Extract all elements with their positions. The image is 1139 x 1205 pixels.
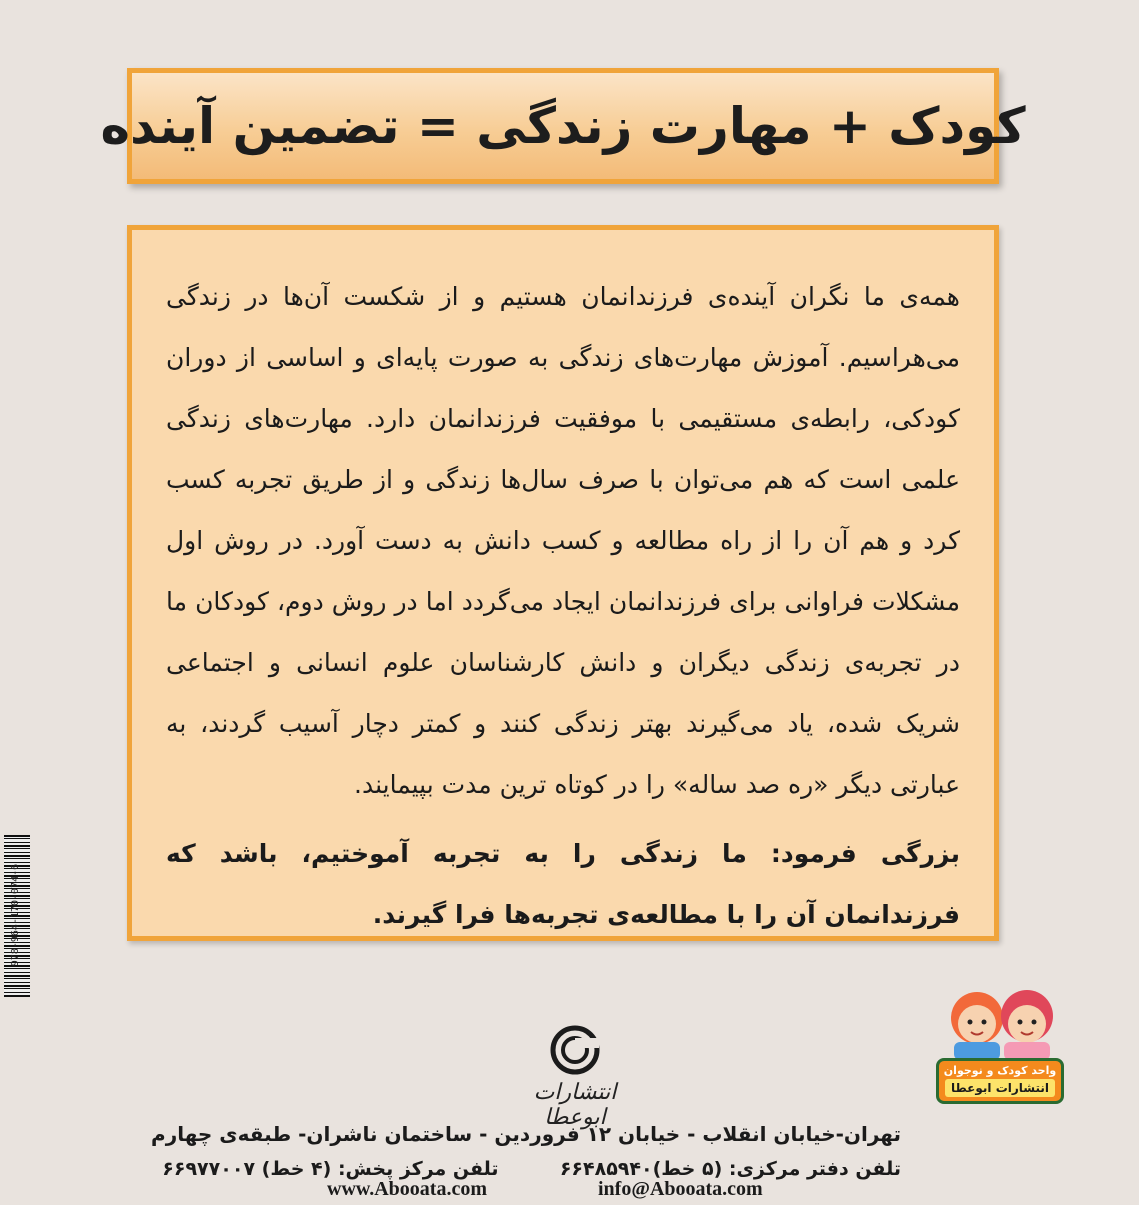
dist-phone-label: تلفن مرکز پخش: xyxy=(337,1158,499,1180)
office-phone-number: ۶۶۴۸۵۹۴۰ xyxy=(559,1158,653,1180)
publisher-address: تهران-خیابان انقلاب - خیابان ۱۲ فروردین - ساختمان ناشران- طبقه‌ی چهارم xyxy=(151,1122,901,1146)
email-address[interactable]: info@Abooata.com xyxy=(598,1178,763,1200)
office-phone-lines: (۵ خط) xyxy=(652,1158,723,1180)
description-box xyxy=(127,225,999,941)
description-paragraph: همه‌ی ما نگران آینده‌ی فرزندانمان هستیم و از شکست آن‌ها در زندگی می‌هراسیم. آموزش مهارت‌های زندگی به صورت پایه‌ای و اساسی از دوران کودکی، رابطه‌ی مستقیمی با موفقیت فرزندانمان دارد. مهارت‌های زندگی علمی است که هم می‌توان با صرف سال‌ها زندگی و از طریق تجربه کسب کرد و هم آن را از راه مطالعه و کسب دانش به دست آورد. در روش اول مشکلات فراوانی برای فرزندانمان ایجاد می‌گردد اما در روش دوم، کودکان ما در تجربه‌ی زندگی دیگران و دانش کارشناسان علوم انسانی و اجتماعی شریک شده، یاد می‌گیرند بهتر زندگی کنند و کمتر دچار آسیب گردند، به عبارتی دیگر «ره صد ساله» را در کوتاه ترین مدت بپیمایند. xyxy=(166,282,960,799)
phone-numbers xyxy=(162,1158,901,1180)
kids-publisher-label: انتشارات ابوعطا xyxy=(945,1079,1055,1097)
dist-phone-lines: (۴ خط) xyxy=(261,1158,332,1180)
book-title: کودک + مهارت زندگی = تضمین آینده xyxy=(100,97,1026,155)
dist-phone-number: ۶۶۹۷۷۰۰۷ xyxy=(162,1158,256,1180)
kids-unit-label: واحد کودک و نوجوان xyxy=(943,1064,1057,1077)
title-banner xyxy=(100,68,1026,184)
isbn-number: 978-964-170-074-6 xyxy=(10,863,21,967)
kids-unit-badge xyxy=(936,1058,1064,1104)
quote-paragraph: بزرگی فرمود: ما زندگی را به تجربه آموختیم، باشد که فرزندانمان آن را با مطالعه‌ی تجربه‌ها فرا گیرند. xyxy=(166,839,960,929)
publisher-name: انتشارات ابوعطا xyxy=(533,1080,617,1130)
website-link[interactable]: www.Abooata.com xyxy=(327,1178,487,1200)
office-phone-label: تلفن دفتر مرکزی: xyxy=(728,1158,901,1180)
